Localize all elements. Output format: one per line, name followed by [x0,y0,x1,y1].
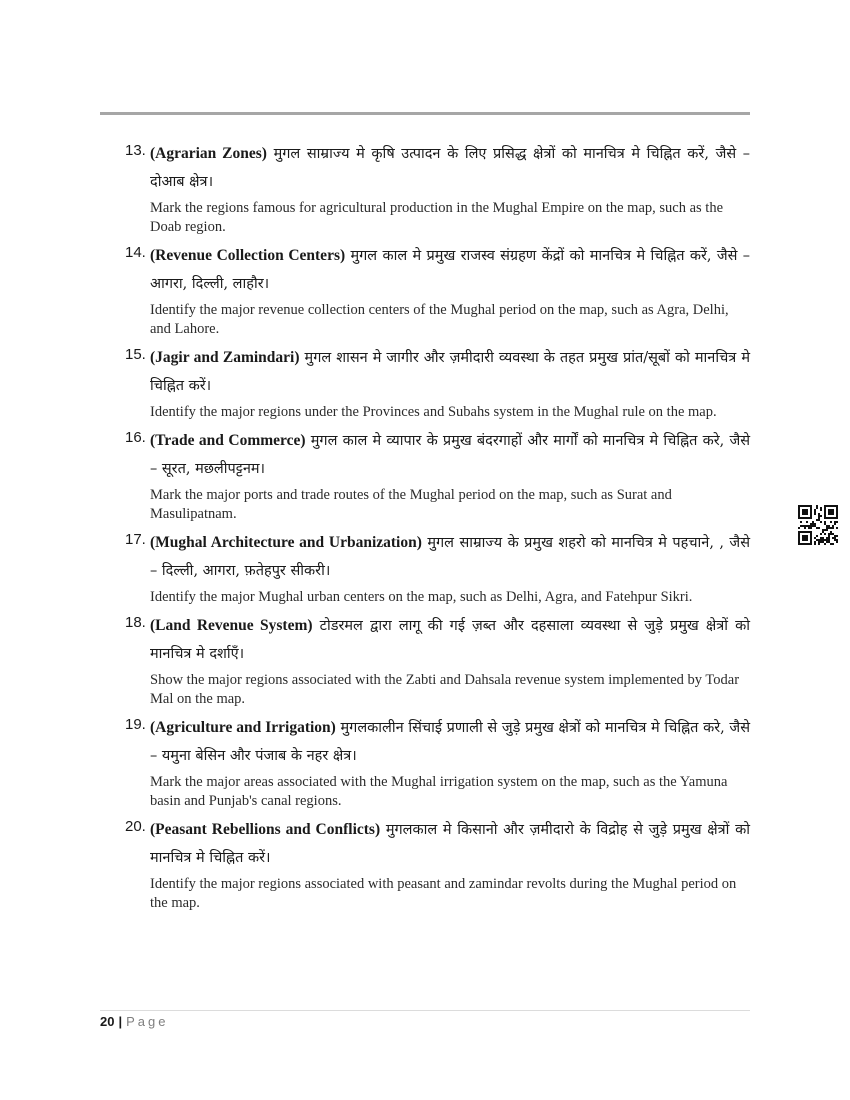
page-label: Page [126,1014,169,1029]
hindi-instruction [150,427,750,483]
question-item-16 [100,427,750,524]
english-translation: Mark the regions famous for agricultural production in the Mughal Empire on the map, such as the Doab region. [150,200,724,235]
item-number: 19. [125,716,146,733]
item-number: 14. [125,244,146,261]
topic-label: (Peasant Rebellions and Conflicts) [150,821,381,838]
hindi-instruction [150,529,750,585]
header-rule [100,112,750,115]
footer-separator: | [118,1014,123,1029]
question-item-18 [100,612,750,709]
topic-label: (Agriculture and Irrigation) [150,719,336,736]
hindi-instruction [150,344,750,400]
question-item-15 [100,344,750,422]
english-translation: Mark the major areas associated with the Mughal irrigation system on the map, such as the Yamuna basin and Punjab's canal regions. [150,774,728,809]
qr-code-icon[interactable] [798,505,838,545]
topic-label: (Agrarian Zones) [150,145,267,162]
hindi-text: मुगलकाल मे किसानो और ज़मीदारो के विद्रोह से जुड़े प्रमुख क्षेत्रों को मानचित्र मे चिह्नित करें। [150,822,750,866]
hindi-instruction [150,140,750,196]
item-number: 17. [125,531,146,548]
hindi-text: मुगल काल मे व्यापार के प्रमुख बंदरगाहों और मार्गों को मानचित्र मे चिह्नित करे, जैसे – सूरत, मछलीपट्टनम। [150,433,750,477]
english-translation: Identify the major regions under the Provinces and Subahs system in the Mughal rule on the map. [150,404,717,420]
question-item-19 [100,714,750,811]
question-item-13 [100,140,750,237]
hindi-text: मुगल साम्राज्य के प्रमुख शहरो को मानचित्र मे पहचाने, , जैसे – दिल्ली, आगरा, फ़तेहपुर सीकरी। [150,535,750,579]
question-item-20 [100,816,750,913]
hindi-text: मुगल काल मे प्रमुख राजस्व संग्रहण केंद्रों को मानचित्र मे चिह्नित करें, जैसे – आगरा, दिल्ली, लाहौर। [150,248,750,292]
page-footer [100,1014,168,1029]
english-translation: Identify the major regions associated with peasant and zamindar revolts during the Mughal period on the map. [150,876,737,911]
question-item-17 [100,529,750,607]
item-number: 18. [125,614,146,631]
topic-label: (Mughal Architecture and Urbanization) [150,534,422,551]
item-number: 16. [125,429,146,446]
topic-label: (Jagir and Zamindari) [150,349,300,366]
hindi-instruction [150,242,750,298]
question-list [100,140,750,918]
item-number: 13. [125,142,146,159]
item-number: 15. [125,346,146,363]
english-translation: Identify the major Mughal urban centers on the map, such as Delhi, Agra, and Fatehpur Sikri. [150,589,693,605]
topic-label: (Revenue Collection Centers) [150,247,346,264]
topic-label: (Land Revenue System) [150,617,313,634]
hindi-text: मुगल साम्राज्य मे कृषि उत्पादन के लिए प्रसिद्ध क्षेत्रों को मानचित्र मे चिह्नित करें, जैसे – दोआब क्षेत्र। [150,146,750,190]
footer-rule [100,1010,750,1011]
english-translation: Identify the major revenue collection centers of the Mughal period on the map, such as Agra, Delhi, and Lahore. [150,302,729,337]
english-translation: Show the major regions associated with the Zabti and Dahsala revenue system implemented by Todar Mal on the map. [150,672,740,707]
hindi-text: टोडरमल द्वारा लागू की गई ज़ब्त और दहसाला व्यवस्था से जुड़े प्रमुख क्षेत्रों को मानचित्र मे दर्शाएँ। [150,618,750,662]
question-item-14 [100,242,750,339]
hindi-instruction [150,714,750,770]
item-number: 20. [125,818,146,835]
hindi-text: मुगल शासन मे जागीर और ज़मीदारी व्यवस्था के तहत प्रमुख प्रांत/सूबों को मानचित्र मे चिह्नित करें। [150,350,751,394]
hindi-instruction [150,612,750,668]
english-translation: Mark the major ports and trade routes of the Mughal period on the map, such as Surat and Masulipatnam. [150,487,672,522]
topic-label: (Trade and Commerce) [150,432,306,449]
hindi-text: मुगलकालीन सिंचाई प्रणाली से जुड़े प्रमुख क्षेत्रों को मानचित्र मे चिह्नित करे, जैसे – यमुना बेसिन और पंजाब के नहर क्षेत्र। [150,720,750,764]
page-number: 20 [100,1014,115,1029]
hindi-instruction [150,816,750,872]
